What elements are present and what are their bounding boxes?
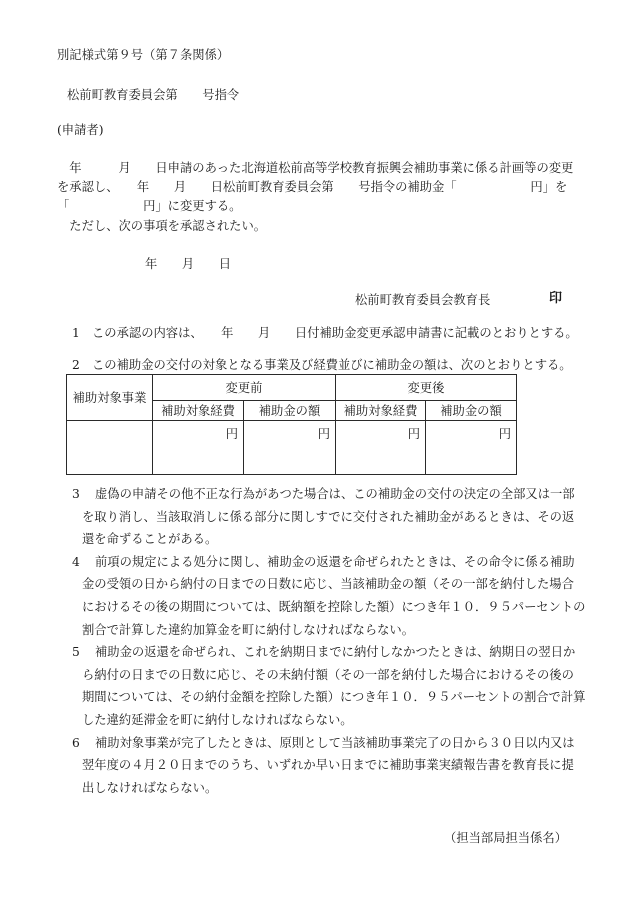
before-expense-cell: 円 [153,421,244,475]
condition-line: 出しなければならない。 [82,780,218,795]
condition-number: 3 [72,487,80,501]
table-header-row [67,375,517,401]
condition-number: 1 [72,326,80,340]
condition-line: 翌年度の４月２０日までのうち、いずれか早い日までに補助事業実績報告書を教育長に提 [82,758,574,773]
condition-number: 2 [72,358,80,372]
header-before-change: 変更前 [153,375,336,401]
subheader-before-amount: 補助金の額 [244,401,336,421]
seal-mark: 印 [549,291,563,306]
condition-line: 割合で計算した違約加算金を町に納付しなければならない。 [82,622,415,637]
notice-line: を承認し、 年 月 日松前町教育委員会第 号指令の補助金「 円」を [57,180,568,194]
condition-number: 4 [72,554,80,569]
condition-text: 補助対象事業が完了したときは、原則として当該補助事業完了の日から３０日以内又は [95,735,575,750]
condition-line: 還を命ずることがある。 [82,532,218,547]
condition-line: 金の受領の日から納付の日までの日数に応じ、当該補助金の額（その一部を納付した場合 [82,577,574,592]
condition-3 [0,483,630,551]
issuer-title: 松前町教育委員会教育長 [355,293,491,307]
condition-line [0,641,630,664]
condition-line: を取り消し、当該取消しに係る部分に関しすでに交付された補助金があるときは、その返 [82,509,575,524]
condition-number: 5 [72,645,80,660]
condition-5 [0,641,630,731]
header-after-change: 変更後 [336,375,517,401]
subheader-after-amount: 補助金の額 [426,401,517,421]
condition-4 [0,551,630,641]
responsible-section: （担当部局担当係名） [444,831,567,845]
condition-text: この承認の内容は、 年 月 日付補助金変更承認申請書に記載のとおりとする。 [92,326,578,340]
condition-text: この補助金の交付の対象となる事業及び経費並びに補助金の額は、次のとおりとする。 [92,358,572,372]
condition-line: におけるその後の期間については、既納額を控除した額）につき年１０．９５パーセントの [82,599,586,614]
subheader-after-expense: 補助対象経費 [336,401,426,421]
form-label: 別記様式第９号（第７条関係） [57,48,230,62]
after-expense-cell: 円 [336,421,426,475]
issue-date: 年 月 日 [145,257,232,271]
project-cell [67,421,153,475]
notice-line: 年 月 日申請のあった北海道松前高等学校教育振興会補助事業に係る計画等の変更 [57,161,574,175]
condition-text: 前項の規定による処分に関し、補助金の返還を命ぜられたときは、その命令に係る補助 [95,554,575,569]
condition-text: 虚偽の申請その他不正な行為があつた場合は、この補助金の交付の決定の全部又は一部 [95,487,575,501]
notice-line: ただし、次の事項を承認されたい。 [57,219,267,233]
condition-text: 補助金の返還を命ぜられ、これを納期日までに納付しなかつたときは、納期日の翌日か [95,645,576,660]
condition-line [0,732,630,755]
condition-line: ら納付の日までの日数に応じ、その未納付額（その一部を納付した場合におけるその後の [82,667,574,682]
subsidy-table [66,374,517,475]
condition-number: 6 [72,735,80,750]
notice-line: 「 円」に変更する。 [57,199,242,213]
applicant-label: (申請者) [57,123,104,137]
header-subsidy-project: 補助対象事業 [67,375,153,421]
condition-line [0,483,630,506]
condition-line: 期間については、その納付金額を控除した額）につき年１０．９５パーセントの割合で計算 [82,690,586,705]
before-amount-cell: 円 [244,421,336,475]
condition-6 [0,732,630,800]
table-row [67,421,517,475]
after-amount-cell: 円 [426,421,517,475]
condition-line: した違約延滞金を町に納付しなければならない。 [82,712,353,727]
directive-number: 松前町教育委員会第 号指令 [67,88,240,102]
subheader-before-expense: 補助対象経費 [153,401,244,421]
condition-line [0,551,630,574]
condition-list [0,483,630,799]
